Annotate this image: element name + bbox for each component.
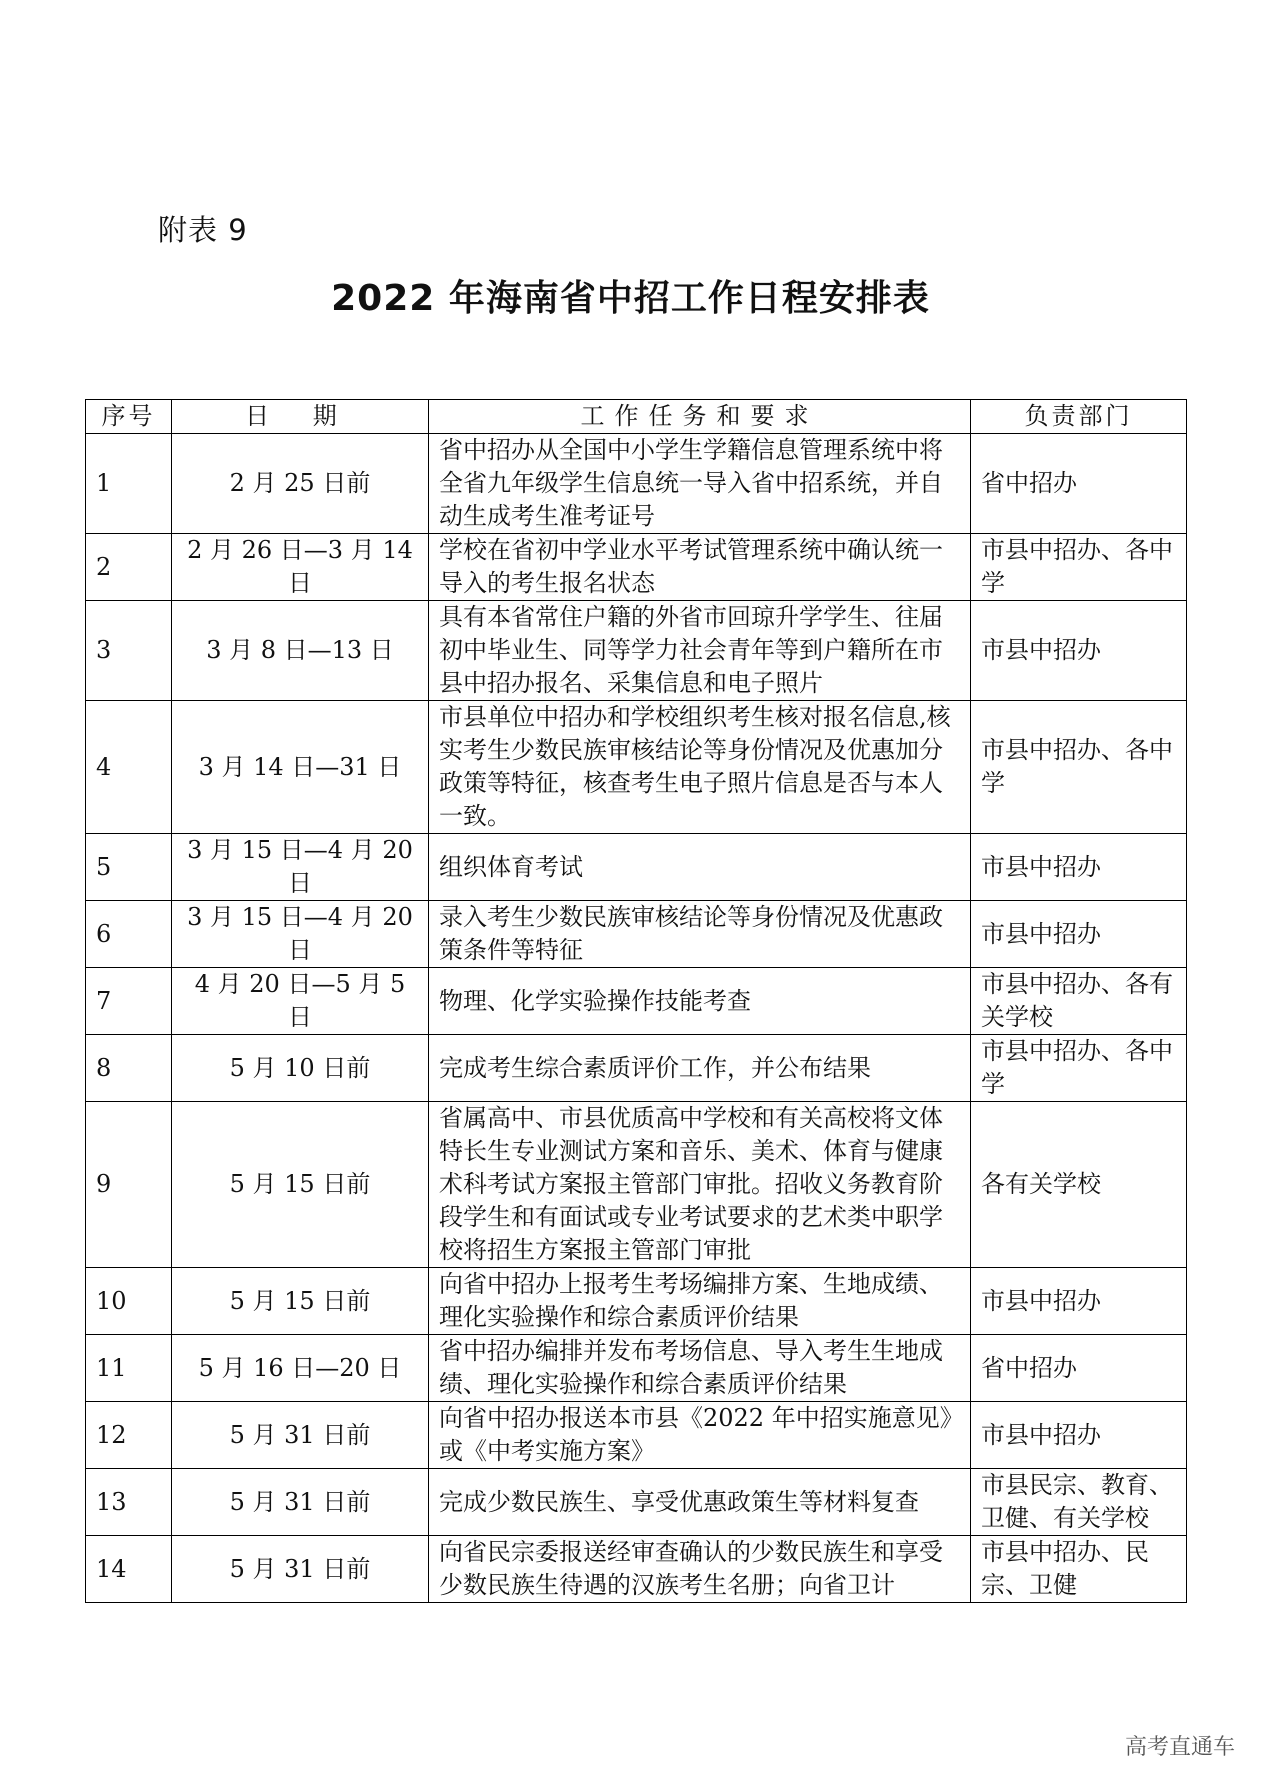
row-number: 6 <box>86 901 172 968</box>
header-task: 工作任务和要求 <box>429 400 971 434</box>
row-task: 省属高中、市县优质高中学校和有关高校将文体特长生专业测试方案和音乐、美术、体育与健康术科考试方案报主管部门审批。招收义务教育阶段学生和有面试或专业考试要求的艺术类中职学校将招生方案报主管部门审批 <box>429 1102 971 1268</box>
page-title: 2022 年海南省中招工作日程安排表 <box>331 278 930 319</box>
row-task: 向省民宗委报送经审查确认的少数民族生和享受少数民族生待遇的汉族考生名册；向省卫计 <box>429 1536 971 1603</box>
row-task: 具有本省常住户籍的外省市回琼升学学生、往届初中毕业生、同等学力社会青年等到户籍所在市县中招办报名、采集信息和电子照片 <box>429 601 971 701</box>
row-date: 2 月 26 日—3 月 14 日 <box>172 534 429 601</box>
row-task: 组织体育考试 <box>429 834 971 901</box>
row-date: 5 月 10 日前 <box>172 1035 429 1102</box>
row-dept: 市县中招办 <box>971 834 1187 901</box>
row-date: 3 月 14 日—31 日 <box>172 701 429 834</box>
table-row <box>86 834 1187 901</box>
row-dept: 各有关学校 <box>971 1102 1187 1268</box>
row-task: 完成少数民族生、享受优惠政策生等材料复查 <box>429 1469 971 1536</box>
row-dept: 市县中招办、各有关学校 <box>971 968 1187 1035</box>
row-number: 9 <box>86 1102 172 1268</box>
row-dept: 省中招办 <box>971 1335 1187 1402</box>
row-number: 11 <box>86 1335 172 1402</box>
row-date: 5 月 31 日前 <box>172 1536 429 1603</box>
row-dept: 市县中招办、各中学 <box>971 1035 1187 1102</box>
row-date: 3 月 8 日—13 日 <box>172 601 429 701</box>
table-row <box>86 1536 1187 1603</box>
table-row <box>86 434 1187 534</box>
row-number: 4 <box>86 701 172 834</box>
table-row <box>86 1335 1187 1402</box>
row-number: 7 <box>86 968 172 1035</box>
row-date: 5 月 31 日前 <box>172 1469 429 1536</box>
table-row <box>86 601 1187 701</box>
row-number: 3 <box>86 601 172 701</box>
row-dept: 市县民宗、教育、卫健、有关学校 <box>971 1469 1187 1536</box>
watermark: 高考直通车 <box>1124 1735 1235 1760</box>
schedule-table <box>85 399 1187 1603</box>
row-task: 向省中招办上报考生考场编排方案、生地成绩、理化实验操作和综合素质评价结果 <box>429 1268 971 1335</box>
row-number: 12 <box>86 1402 172 1469</box>
row-task: 完成考生综合素质评价工作，并公布结果 <box>429 1035 971 1102</box>
row-date: 5 月 31 日前 <box>172 1402 429 1469</box>
row-dept: 省中招办 <box>971 434 1187 534</box>
table-row <box>86 1469 1187 1536</box>
row-number: 8 <box>86 1035 172 1102</box>
row-date: 5 月 15 日前 <box>172 1102 429 1268</box>
row-date: 3 月 15 日—4 月 20 日 <box>172 901 429 968</box>
table-row <box>86 1102 1187 1268</box>
row-dept: 市县中招办、民宗、卫健 <box>971 1536 1187 1603</box>
row-dept: 市县中招办、各中学 <box>971 534 1187 601</box>
table-row <box>86 901 1187 968</box>
table-row <box>86 1402 1187 1469</box>
table-row <box>86 968 1187 1035</box>
row-task: 学校在省初中学业水平考试管理系统中确认统一导入的考生报名状态 <box>429 534 971 601</box>
row-dept: 市县中招办、各中学 <box>971 701 1187 834</box>
row-task: 省中招办从全国中小学生学籍信息管理系统中将全省九年级学生信息统一导入省中招系统，并自动生成考生准考证号 <box>429 434 971 534</box>
row-number: 2 <box>86 534 172 601</box>
row-number: 13 <box>86 1469 172 1536</box>
row-dept: 市县中招办 <box>971 1402 1187 1469</box>
row-date: 5 月 15 日前 <box>172 1268 429 1335</box>
header-dept: 负责部门 <box>971 400 1187 434</box>
row-number: 1 <box>86 434 172 534</box>
row-dept: 市县中招办 <box>971 901 1187 968</box>
row-date: 3 月 15 日—4 月 20 日 <box>172 834 429 901</box>
row-number: 10 <box>86 1268 172 1335</box>
row-dept: 市县中招办 <box>971 601 1187 701</box>
row-number: 14 <box>86 1536 172 1603</box>
header-date: 日 期 <box>172 400 429 434</box>
row-task: 录入考生少数民族审核结论等身份情况及优惠政策条件等特征 <box>429 901 971 968</box>
annex-label: 附表 9 <box>158 213 248 247</box>
table-row <box>86 1268 1187 1335</box>
row-date: 5 月 16 日—20 日 <box>172 1335 429 1402</box>
table-row <box>86 1035 1187 1102</box>
row-task: 物理、化学实验操作技能考查 <box>429 968 971 1035</box>
header-no: 序号 <box>86 400 172 434</box>
row-task: 省中招办编排并发布考场信息、导入考生生地成绩、理化实验操作和综合素质评价结果 <box>429 1335 971 1402</box>
row-task: 市县单位中招办和学校组织考生核对报名信息,核实考生少数民族审核结论等身份情况及优惠加分政策等特征，核查考生电子照片信息是否与本人一致。 <box>429 701 971 834</box>
row-date: 2 月 25 日前 <box>172 434 429 534</box>
row-dept: 市县中招办 <box>971 1268 1187 1335</box>
table-header-row <box>86 400 1187 434</box>
row-number: 5 <box>86 834 172 901</box>
row-date: 4 月 20 日—5 月 5 日 <box>172 968 429 1035</box>
table-row <box>86 534 1187 601</box>
row-task: 向省中招办报送本市县《2022 年中招实施意见》或《中考实施方案》 <box>429 1402 971 1469</box>
table-row <box>86 701 1187 834</box>
